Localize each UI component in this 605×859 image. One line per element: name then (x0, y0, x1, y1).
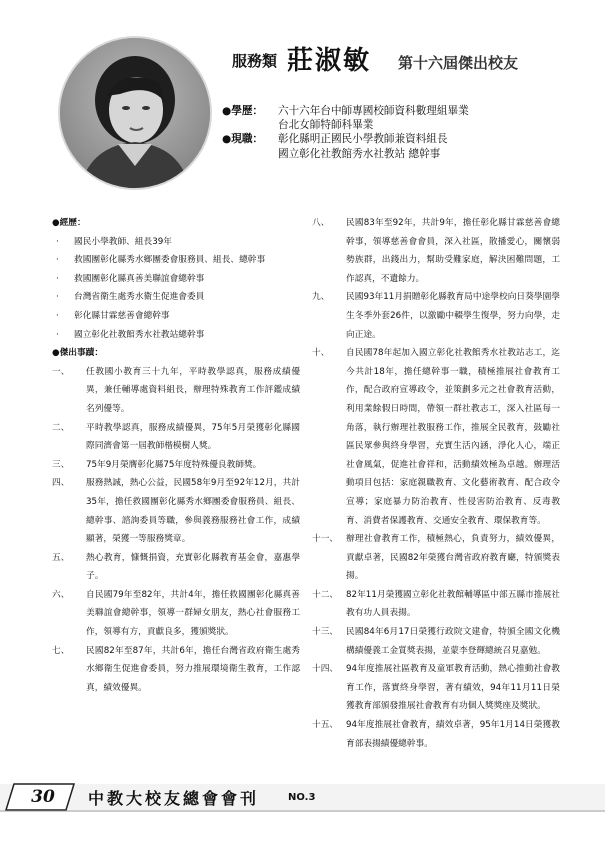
deed-number: 六、 (52, 589, 70, 600)
deed-text: 民國82年至87年，共計6年，擔任台灣省政府衛生處秀水鄉衛生促進會委員，努力推展環境衛生教育，工作認真，績效優異。 (86, 645, 300, 693)
category-label: 服務類 (232, 52, 278, 70)
issue-number: NO.3 (288, 792, 316, 803)
deed-number: 一、 (52, 366, 70, 377)
bullet-dot-icon: · (56, 236, 59, 247)
deed-text: 75年9月榮膺彰化縣75年度特殊優良教師獎。 (86, 459, 262, 470)
deed-text: 民國93年11月捐贈彰化縣教育局中途學校向日葵學園學生冬季外套26件，以激勵中輟學生復學，努力向學，走向正途。 (346, 292, 560, 340)
deed-number: 四、 (52, 478, 70, 489)
current-position-row (222, 147, 469, 161)
deed-number: 十五、 (312, 720, 339, 731)
experience-text: 彰化縣甘霖慈善會總幹事 (74, 310, 170, 321)
deed-text: 民國84年6月17日榮獲行政院文建會，特頒全國文化機構績優義工金質獎表揚，並蒙李登輝總統召見嘉勉。 (346, 627, 560, 656)
deed-item (312, 214, 560, 288)
deed-text: 自民國79年至82年，共計4年，擔任救國團彰化縣真善美聯誼會總幹事，領導一群婦女朋友，熱心社會服務工作，領導有方，貢獻良多，獲頒獎狀。 (86, 589, 300, 638)
deed-text: 民國83年至92年，共計9年，擔任彰化縣甘霖慈善會總幹事，領導慈善會會員，深入社區，散播愛心，關懷弱勢族群，出錢出力，幫助受難家庭，解決困難問題，工作認真，不遺餘力。 (346, 218, 560, 284)
experience-item (52, 251, 300, 270)
education-label: ●學歷： (222, 105, 264, 117)
experience-text: 台灣省衛生處秀水衛生促進會委員 (74, 292, 205, 303)
experience-item (52, 307, 300, 326)
experience-item (52, 288, 300, 307)
deed-item (52, 456, 300, 475)
deed-text: 82年11月榮獲國立彰化社教館輔導區中部五縣市推展社教有功人員表揚。 (346, 589, 560, 619)
deed-item (312, 586, 560, 623)
deed-text: 94年度推展社區教育及童軍教育活動，熱心推動社會教育工作，落實終身學習，著有績效，94年11月11日榮獲教育部頒發推展社會教育有功個人獎獎座及獎狀。 (346, 664, 560, 712)
deed-text: 94年度推展社會教育，績效卓著，95年1月14日榮獲教育部表揚績優總幹事。 (346, 720, 560, 749)
deed-item (312, 344, 560, 530)
profile-block (222, 104, 469, 161)
deed-item (312, 660, 560, 716)
deed-number: 七、 (52, 645, 70, 656)
bullet-dot-icon: · (56, 310, 59, 321)
deed-number: 十四、 (312, 664, 339, 675)
current-position-line: 彰化縣明正國民小學教師兼資料組長 (278, 133, 448, 146)
education-line: 六十六年台中師專國校師資科數理組畢業 (278, 105, 469, 117)
right-column (312, 214, 560, 753)
experience-item (52, 326, 300, 345)
section-heading: ●傑出事蹟： (52, 348, 104, 359)
current-position-line: 國立彰化社教館秀水社教站 總幹事 (278, 147, 441, 160)
deed-item (312, 716, 560, 753)
education-row (222, 104, 469, 118)
deed-text: 平時教學認真，服務成績優異，75年5月榮獲彰化縣國際同濟會第一屆教師楷模樹人獎。 (86, 422, 300, 452)
deed-number: 九、 (312, 292, 330, 303)
bullet-dot-icon: · (56, 329, 59, 340)
page-number: 30 (31, 787, 55, 807)
deed-text: 辦理社會教育工作，積極熱心，負責努力，績效優異，貢獻卓著，民國82年榮獲台灣省政府教育廳，特頒獎表揚。 (346, 534, 560, 582)
deed-item (312, 623, 560, 660)
deed-number: 十三、 (312, 627, 339, 638)
deed-item (312, 530, 560, 586)
deed-text: 服務熱誠，熱心公益，民國58年9月至92年12月，共計35年，擔任救國團彰化縣秀水鄉團委會服務員、組長、總幹事、諮詢委員等職，參與義務服務社會工作，成績顯著，榮獲一等服務獎章。 (86, 478, 300, 545)
deed-number: 十、 (312, 348, 330, 359)
experience-text: 救國團彰化縣真善美聯誼會總幹事 (74, 273, 205, 284)
deed-number: 三、 (52, 459, 70, 470)
experience-item (52, 270, 300, 289)
deed-number: 十一、 (312, 534, 339, 545)
education-line: 台北女師特師科畢業 (278, 119, 374, 132)
deed-item (52, 363, 300, 419)
deed-number: 二、 (52, 422, 70, 433)
deed-item (52, 549, 300, 586)
left-column (52, 214, 300, 697)
section-heading: ●經歷： (52, 218, 86, 228)
deed-item (52, 419, 300, 456)
portrait-photo (60, 38, 210, 188)
deed-item (52, 474, 300, 548)
current-position-label: ●現職： (222, 133, 264, 146)
bullet-dot-icon: · (56, 255, 59, 266)
experience-text: 國民小學教師、組長39年 (74, 236, 172, 247)
deed-item (52, 642, 300, 698)
experience-item (52, 233, 300, 252)
deed-number: 五、 (52, 552, 70, 563)
journal-title: 中教大校友總會會刊 (88, 789, 260, 808)
education-row (222, 118, 469, 132)
honor-title: 第十六屆傑出校友 (398, 54, 519, 72)
experience-text: 救國團彰化縣秀水鄉團委會服務員、組長、總幹事 (74, 255, 266, 266)
bullet-dot-icon: · (56, 273, 59, 284)
deed-number: 八、 (312, 218, 330, 228)
deed-text: 任教國小教育三十九年，平時教學認真，服務成績優異，兼任輔導處資料組長，辦理特殊教育工作評鑑成績名列優等。 (86, 366, 300, 414)
deed-text: 自民國78年起加入國立彰化社教館秀水社教站志工，迄今共計18年，擔任總幹事一職，積極推展社會教育工作，配合政府宣導政令，並策劃多元之社會教育活動，利用業餘假日時間，帶領一群社教志工，深入社區每一角落，執行辦理社教服務工作，推展全民教育，鼓勵社區民眾參與終身學習，充實生活內涵，淨化人心，端正社會風氣，促進社會祥和，活動績效極為卓越。辦理活動項目包括：家庭親職教育、文化藝術教育、配合政令宣導；家庭暴力防治教育、性侵害防治教育、反毒教育、消費者保護教育、交通安全教育、環保教育等。 (346, 348, 560, 526)
deed-item (52, 586, 300, 642)
deed-number: 十二、 (312, 589, 339, 600)
deed-item (312, 288, 560, 344)
deed-text: 熱心教育，慷慨捐資，充實彰化縣教育基金會，嘉惠學子。 (86, 552, 300, 582)
current-position-row (222, 132, 469, 146)
bullet-dot-icon: · (56, 292, 59, 303)
experience-text: 國立彰化社教館秀水社教站總幹事 (74, 329, 205, 340)
alumnus-name: 莊淑敏 (287, 46, 372, 76)
